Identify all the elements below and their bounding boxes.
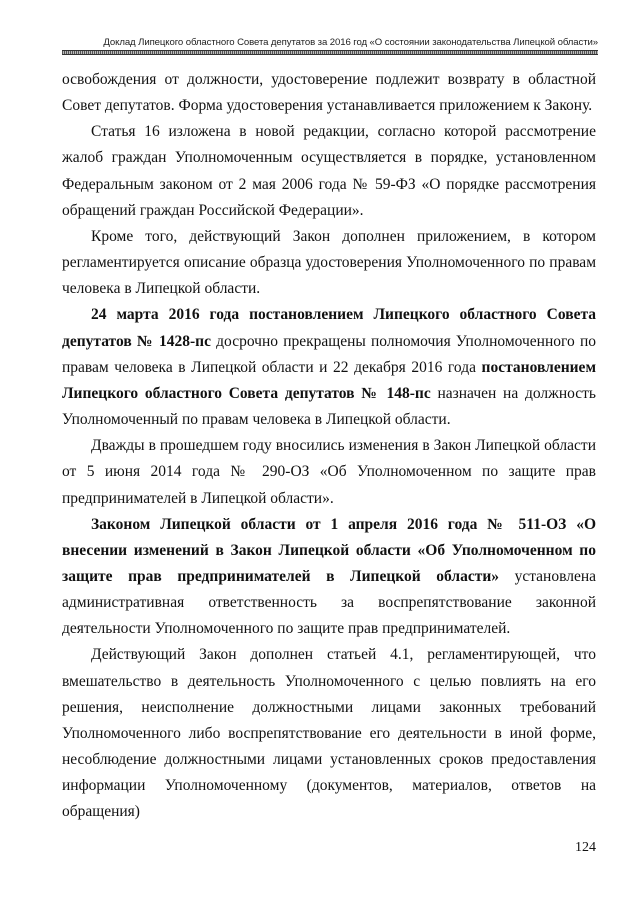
bold-text-run: 24 марта 2016 года постановлением Липецкого областного Совета депутатов № 1428-пс [62, 306, 596, 350]
text-run: освобождения от должности, удостоверение подлежит возврату в областной Совет депутатов. Форма удостоверения устанавливается приложением к Закону. [62, 71, 596, 115]
paragraph [62, 224, 596, 302]
paragraph [62, 67, 596, 119]
text-run: досрочно прекращены полномочия Уполномоченного по правам человека в Липецкой области и 22 декабря 2016 года [62, 332, 596, 376]
paragraph [62, 512, 596, 643]
paragraph [62, 642, 596, 825]
paragraph [62, 302, 596, 433]
paragraph [62, 119, 596, 224]
text-run: назначен на должность Уполномоченный по правам человека в Липецкой области. [62, 384, 596, 429]
page-number: 124 [575, 840, 596, 855]
running-header: Доклад Липецкого областного Совета депутатов за 2016 год «О состоянии законодательства Липецкой области» [103, 37, 598, 48]
text-run: Дважды в прошедшем году вносились изменения в Закон Липецкой области от 5 июня 2014 года № 290-ОЗ «Об Уполномоченном по защите прав предпринимателей в Липецкой области». [62, 437, 596, 507]
document-body [62, 67, 596, 826]
paragraph [62, 433, 596, 511]
text-run: установлена административная ответственность за воспрепятствование законной деятельности Уполномоченного по защите прав предпринимателей. [62, 567, 596, 638]
text-run: Действующий Закон дополнен статьей 4.1, регламентирующей, что вмешательство в деятельность Уполномоченного с целью повлиять на его решения, неисполнение должностными лицами законных требований Уполномоченного либо воспрепятствование его деятельности в иной форме, несоблюдение должностными лицами установленных сроков предоставления информации Уполномоченному (документов, материалов, ответов на обращения) [62, 646, 596, 821]
bold-text-run: постановлением Липецкого областного Совета депутатов № 148-пс [62, 358, 596, 402]
text-run: Кроме того, действующий Закон дополнен приложением, в котором регламентируется описание образца удостоверения Уполномоченного по правам человека в Липецкой области. [62, 227, 596, 298]
bold-text-run: Законом Липецкой области от 1 апреля 2016 года № 511-ОЗ «О внесении изменений в Закон Липецкой области «Об Уполномоченном по защите прав предпринимателей в Липецкой области» [62, 515, 596, 585]
text-run: Статья 16 изложена в новой редакции, согласно которой рассмотрение жалоб граждан Уполномоченным осуществляется в порядке, установленном Федеральным законом от 2 мая 2006 года № 59-ФЗ «О порядке рассмотрения обращений граждан Российской Федерации». [62, 123, 596, 219]
header-rule [62, 50, 598, 55]
